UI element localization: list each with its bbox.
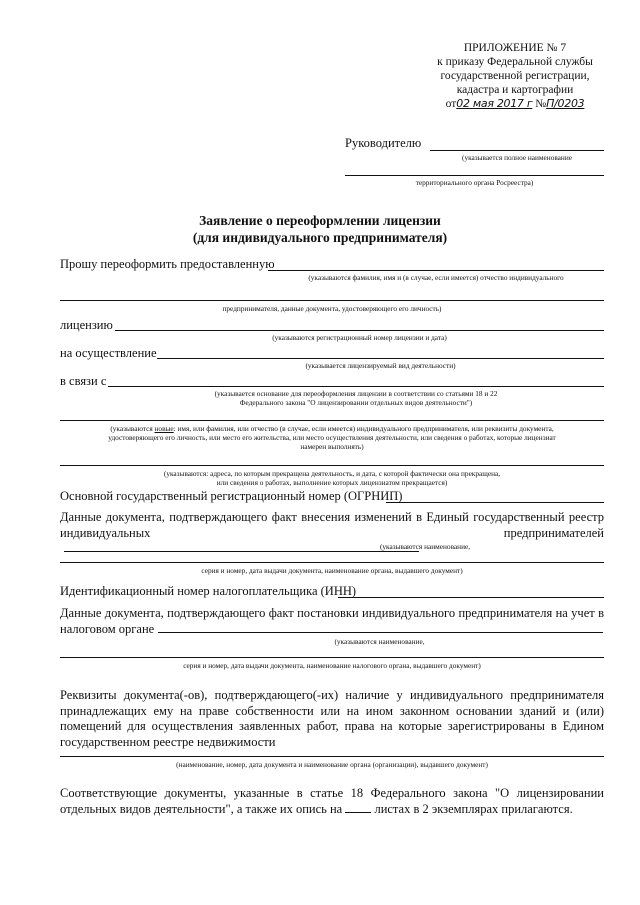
new-data-caption-2: удостоверяющего его личность, или место его жительства, или место осуществления деятельности, или сведения о работах, которые лицензиат (108, 433, 556, 442)
addressee-line-1[interactable] (430, 150, 604, 151)
license-label: лицензию (60, 318, 113, 332)
date-prefix: от (445, 98, 457, 110)
inn-field[interactable] (338, 597, 604, 598)
addressee-caption-2: территориального органа Росреестра) (415, 178, 534, 187)
new-data-field[interactable] (60, 420, 604, 421)
stopped-activity-caption-1: (указываются: адреса, по которым прекращена деятельность, и дата, с которой фактически она прекращена, (163, 469, 501, 478)
appendix-date-line (430, 97, 600, 111)
stopped-activity-caption-2: или сведения о работах, выполнение которых лицензиатом прекращается) (216, 478, 448, 487)
tax-document-text: Данные документа, подтверждающего факт постановки индивидуального предпринимателя на учет в налоговом органе (60, 606, 604, 636)
appendix-order-line: к приказу Федеральной службы (437, 56, 593, 68)
appendix-header (430, 41, 600, 111)
egrip-caption-1: (указываются наименование, (379, 542, 471, 551)
reason-caption-1: (указывается основание для переоформления лицензии в соответствии со статьями 18 и 22 (214, 389, 498, 398)
document-title-line2: (для индивидуального предпринимателя) (192, 230, 448, 245)
date-handwritten: 02 мая 2017 г (456, 97, 533, 110)
ogrnip-label: Основной государственный регистрационный номер (ОГРНИП) (60, 489, 403, 503)
activity-field[interactable] (157, 358, 604, 359)
addressee-line-2[interactable] (345, 175, 604, 176)
property-text: Реквизиты документа(-ов), подтверждающего(-их) наличие у индивидуального предпринимателя принадлежащих ему на праве собственности или на ином законном основании зданий и (или) помещений для осуществления заявленных работ, права на которые зарегистрированы в Едином государственном реестре недвижимости (60, 688, 604, 749)
request-label: Прошу переоформить предоставленную (60, 257, 275, 271)
new-data-caption-3: намерен выполнять) (300, 442, 364, 451)
applicant-id-field[interactable] (60, 300, 604, 301)
appendix-org-line1: государственной регистрации, (440, 70, 590, 82)
reason-caption-2: Федерального закона "О лицензировании отдельных видов деятельности") (239, 398, 473, 407)
activity-label: на осуществление (60, 346, 157, 360)
activity-caption: (указывается лицензируемый вид деятельности) (305, 361, 456, 370)
tax-caption-1: (указываются наименование, (334, 637, 425, 646)
applicant-name-caption: (указываются фамилия, имя и (в случае, если имеется) отчество индивидуального (308, 273, 564, 282)
property-caption: (наименование, номер, дата документа и наименование органа (организации), выдавшего документ) (176, 760, 488, 769)
property-field[interactable] (60, 756, 604, 757)
inn-label: Идентификационный номер налогоплательщика (ИНН) (60, 584, 357, 598)
license-number-field[interactable] (115, 330, 604, 331)
number-handwritten: П/0203 (546, 97, 585, 110)
appendix-number: ПРИЛОЖЕНИЕ № 7 (463, 42, 567, 54)
reason-field[interactable] (108, 386, 604, 387)
egrip-caption-2: серия и номер, дата выдачи документа, наименование органа, выдавшего документ) (201, 566, 463, 575)
tax-field-2[interactable] (60, 657, 604, 658)
appendix-org-line2: кадастра и картографии (456, 84, 574, 96)
applicant-name-field[interactable] (268, 270, 604, 271)
license-number-caption: (указываются регистрационный номер лицензии и дата) (272, 333, 447, 342)
sheet-count-field[interactable] (345, 802, 371, 813)
number-prefix: № (535, 98, 547, 110)
stopped-activity-field[interactable] (60, 465, 604, 466)
new-data-caption-1: (указываются новые: имя, или фамилия, или отчество (в случае, если имеется) индивидуального предпринимателя, или реквизиты документа, (110, 424, 554, 433)
addressee-label: Руководителю (345, 136, 422, 150)
tax-caption-2: серия и номер, дата выдачи документа, наименование налогового органа, выдавшего документ) (183, 661, 481, 670)
closing-text: Соответствующие документы, указанные в статье 18 Федерального закона "О лицензировании отдельных видов деятельности", а также их опись на листах в 2 экземплярах прилагаются. (60, 786, 604, 816)
tax-inline-blank[interactable] (158, 622, 603, 633)
applicant-id-caption: предпринимателя, данные документа, удостоверяющего его личность) (222, 304, 442, 313)
addressee-caption-1: (указывается полное наименование (462, 153, 572, 162)
ogrnip-field[interactable] (386, 502, 604, 503)
egrip-document-text: Данные документа, подтверждающего факт внесения изменений в Единый государственный реестр индивидуальных предпринимателей (60, 510, 604, 557)
new-data-emphasis: новые (154, 424, 174, 433)
reason-label: в связи с (60, 374, 107, 388)
document-title-line1: Заявление о переоформлении лицензии (199, 213, 441, 228)
egrip-field-2[interactable] (60, 562, 604, 563)
